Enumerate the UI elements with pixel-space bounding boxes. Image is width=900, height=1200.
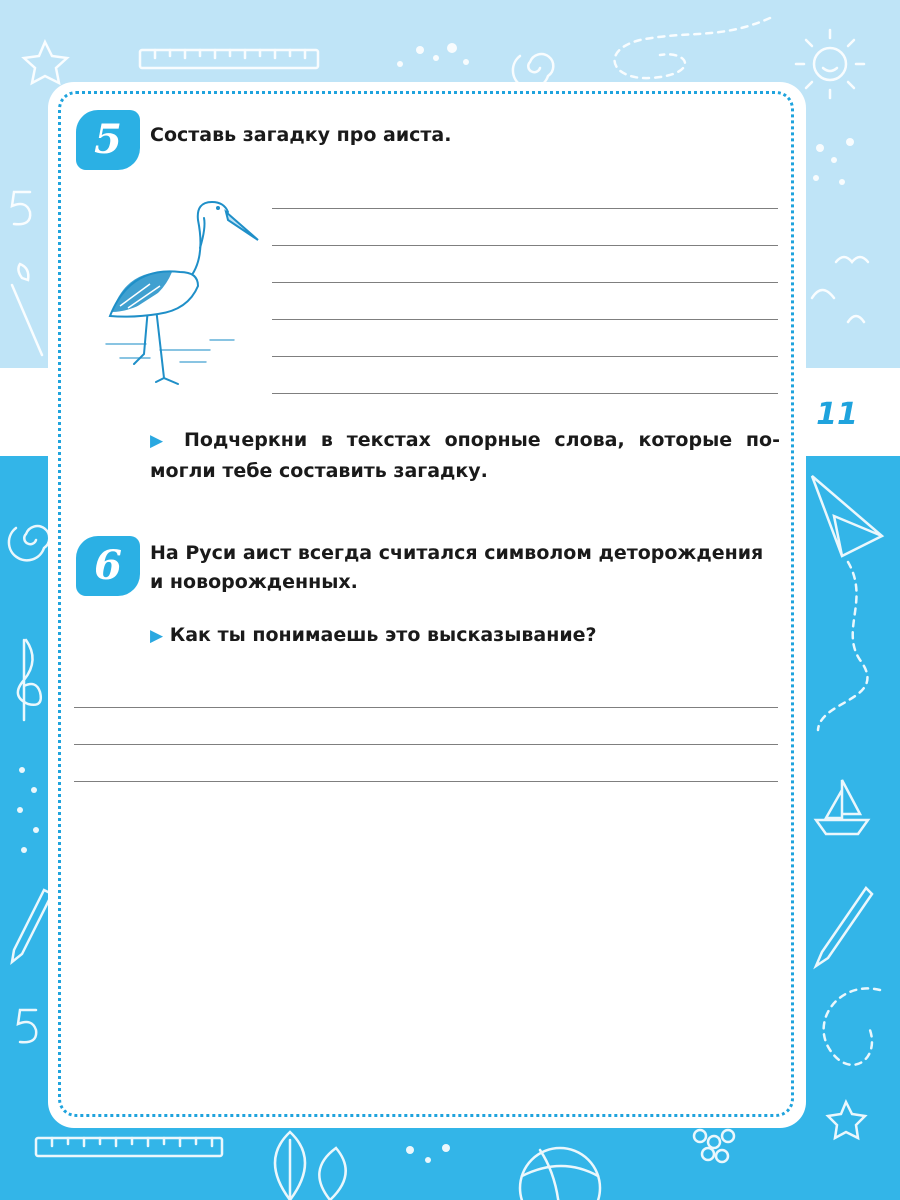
answer-line[interactable] [272, 319, 778, 320]
task-hint-line2: могли тебе составить загадку. [150, 460, 488, 482]
task-question-text: Как ты понимаешь это высказывание? [169, 624, 597, 646]
task-hint-line1: Подчеркни в текстах опорные слова, которые по- [184, 429, 780, 451]
answer-line[interactable] [272, 245, 778, 246]
answer-line[interactable] [272, 282, 778, 283]
sailboat-icon [816, 780, 868, 834]
stork-illustration-icon [100, 190, 260, 390]
dashed-path-icon [615, 18, 770, 78]
task-title: Составь загадку про аиста. [150, 124, 452, 146]
answer-line[interactable] [74, 744, 778, 745]
page-number: 11 [816, 397, 858, 432]
music-note-icon [18, 640, 41, 720]
task-question [150, 620, 597, 652]
brush-icon [12, 264, 42, 355]
sun-icon [814, 48, 846, 80]
answer-line[interactable] [74, 707, 778, 708]
arrow-bullet-icon: ▶ [150, 431, 171, 451]
task-number-badge: 6 [76, 536, 140, 596]
task-title-line2: и новорожденных. [150, 571, 358, 593]
task-title-line1: На Руси аист всегда считался символом деторождения [150, 542, 764, 564]
task-hint [150, 425, 780, 457]
leaf-icon [275, 1132, 305, 1200]
paper-plane-icon [812, 476, 882, 556]
answer-line[interactable] [74, 781, 778, 782]
task-number-badge: 5 [76, 110, 140, 170]
star-icon [24, 42, 67, 83]
ball-icon [520, 1148, 600, 1200]
arc-icon [812, 257, 868, 322]
pencil-icon [816, 888, 872, 966]
answer-line[interactable] [272, 208, 778, 209]
number-five-icon [12, 192, 30, 224]
arrow-bullet-icon: ▶ [150, 626, 164, 646]
answer-line[interactable] [272, 356, 778, 357]
answer-line[interactable] [272, 393, 778, 394]
